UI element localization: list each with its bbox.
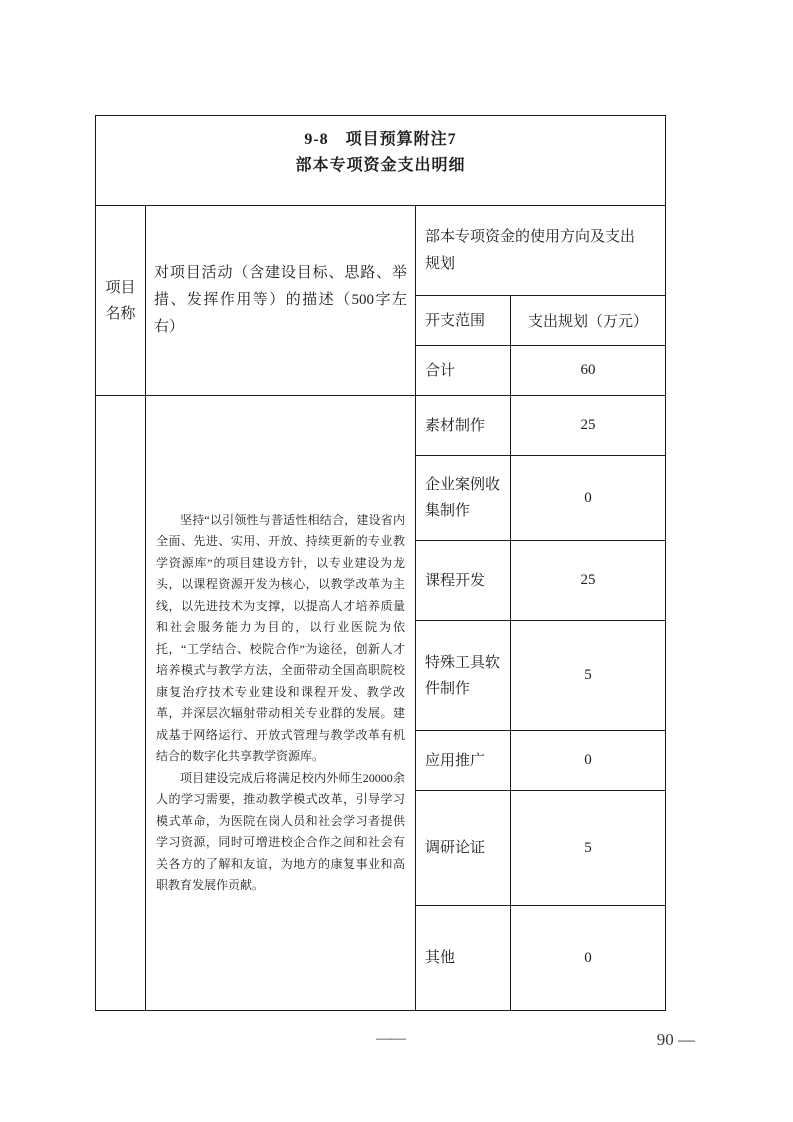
page-footer — [0, 1030, 793, 1052]
expense-label: 课程开发 — [416, 541, 511, 621]
project-name-header: 项目名称 — [96, 206, 146, 396]
table-title-line1: 9-8 项目预算附注7 — [304, 131, 457, 148]
expense-label: 企业案例收集制作 — [416, 456, 511, 541]
expense-value: 5 — [511, 791, 666, 906]
expense-label: 素材制作 — [416, 396, 511, 456]
expense-value: 25 — [511, 396, 666, 456]
expense-label: 调研论证 — [416, 791, 511, 906]
table-title-cell — [96, 116, 666, 206]
expense-label: 应用推广 — [416, 731, 511, 791]
page-number: 90 — — [656, 1030, 695, 1049]
table-row — [96, 116, 666, 206]
project-name-body-cell — [96, 396, 146, 1011]
description-paragraph-2: 项目建设完成后将满足校内外师生20000余人的学习需要，推动教学模式改革，引导学习模式革命，为医院在岗人员和社会学习者提供学习资源，同时可增进校企合作之间和社会有关各方的了解和友谊，为地方的康复事业和高职教育发展作贡献。 — [156, 770, 405, 892]
scope-column-header: 开支范围 — [416, 296, 511, 346]
budget-table — [95, 115, 666, 1011]
description-paragraph-1: 坚持“以引领性与普适性相结合，建设省内全面、先进、实用、开放、持续更新的专业教学资源库”的项目建设方针，以专业建设为龙头，以课程资源开发为核心，以教学改革为主线，以先进技术为支撑，以提高人才培养质量和社会服务能力为目的，以行业医院为依托，“工学结合、校院合作”为途径，创新人才培养模式与教学方法，全面带动全国高职院校康复治疗技术专业建设和课程开发、教学改革，并深层次辐射带动相关专业群的发展。建成基于网络运行、开放式管理与教学改革有机结合的数字化共享教学资源库。 — [156, 512, 405, 763]
expense-value: 0 — [511, 456, 666, 541]
expense-value: 0 — [511, 906, 666, 1011]
total-label: 合计 — [416, 346, 511, 396]
usage-plan-header: 部本专项资金的使用方向及支出规划 — [416, 206, 666, 296]
amount-column-header: 支出规划（万元） — [511, 296, 666, 346]
table-row — [96, 396, 666, 456]
expense-label: 特殊工具软件制作 — [416, 621, 511, 731]
table-title-line2: 部本专项资金支出明细 — [295, 157, 466, 174]
project-description-cell — [146, 396, 416, 1011]
expense-value: 5 — [511, 621, 666, 731]
expense-label: 其他 — [416, 906, 511, 1011]
description-header: 对项目活动（含建设目标、思路、举措、发挥作用等）的描述（500字左右） — [146, 206, 416, 396]
footer-center-mark: —— — [376, 1030, 404, 1047]
total-value: 60 — [511, 346, 666, 396]
expense-value: 25 — [511, 541, 666, 621]
expense-value: 0 — [511, 731, 666, 791]
table-row — [96, 206, 666, 296]
